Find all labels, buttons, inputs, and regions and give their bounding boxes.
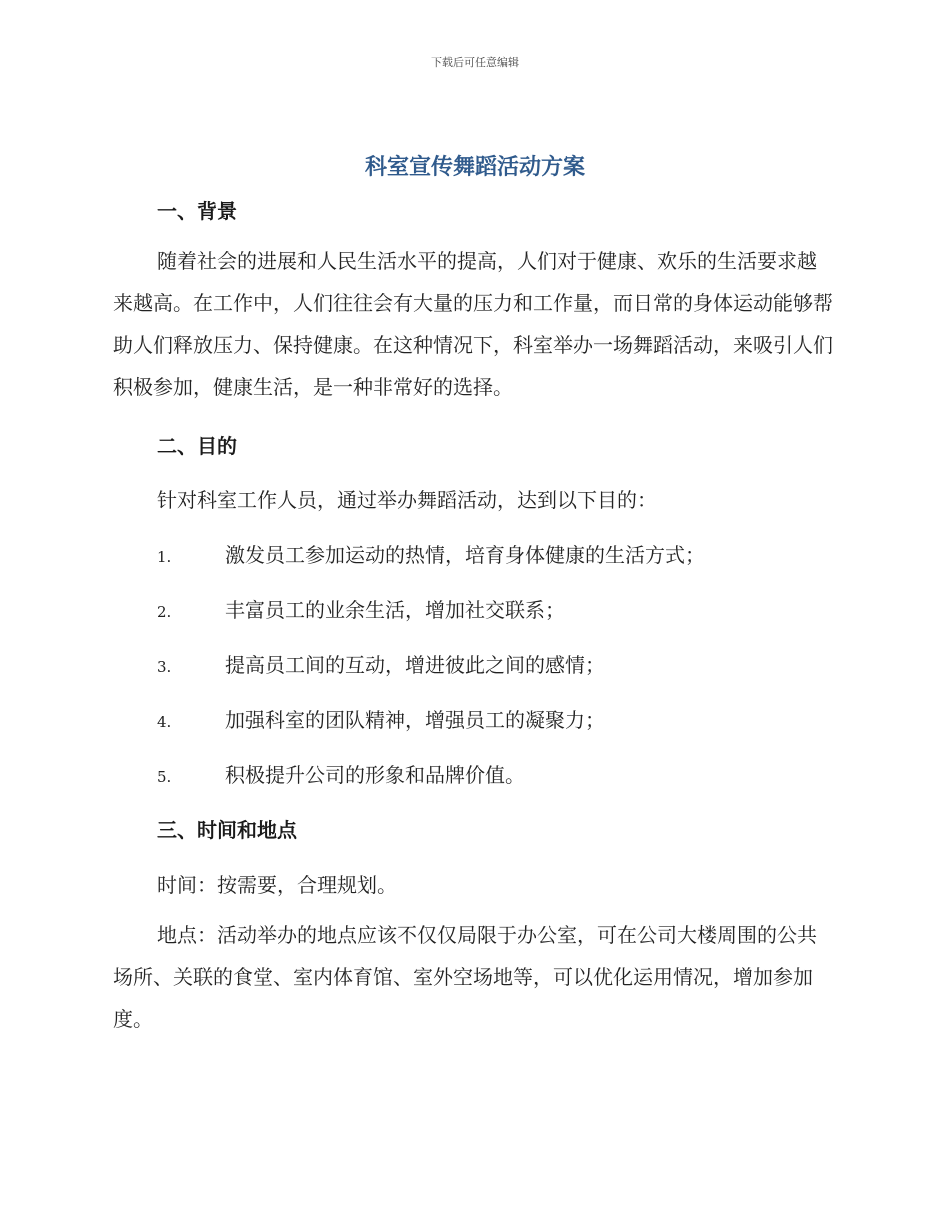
list-text: 加强科室的团队精神，增强员工的凝聚力；	[225, 708, 605, 732]
list-text: 积极提升公司的形象和品牌价值。	[225, 763, 525, 787]
list-number: 5.	[157, 768, 172, 786]
section-heading-background: 一、背景	[157, 199, 237, 223]
place-paragraph: 地点：活动举办的地点应该不仅仅局限于办公室，可在公司大楼周围的公共场所、关联的食堂、室内体育馆、室外空场地等，可以优化运用情况，增加参加度。	[113, 923, 817, 1031]
list-item	[157, 704, 837, 733]
list-number: 2.	[157, 603, 172, 621]
list-item	[157, 539, 837, 568]
document-title: 科室宣传舞蹈活动方案	[364, 155, 585, 180]
list-text: 激发员工参加运动的热情，培育身体健康的生活方式；	[225, 543, 705, 567]
purpose-intro: 针对科室工作人员，通过举办舞蹈活动，达到以下目的：	[157, 488, 657, 512]
list-number: 3.	[157, 658, 172, 676]
section-heading-time-place: 三、时间和地点	[157, 818, 297, 842]
list-item	[157, 594, 837, 623]
header-note: 下载后可任意编辑	[431, 56, 519, 69]
time-line: 时间：按需要，合理规划。	[157, 873, 397, 897]
list-item	[157, 759, 837, 788]
list-text: 丰富员工的业余生活，增加社交联系；	[225, 598, 565, 622]
list-text: 提高员工间的互动，增进彼此之间的感情；	[225, 653, 605, 677]
list-number: 4.	[157, 713, 172, 731]
list-item	[157, 649, 837, 678]
section-heading-purpose: 二、目的	[157, 434, 237, 458]
background-paragraph: 随着社会的进展和人民生活水平的提高，人们对于健康、欢乐的生活要求越来越高。在工作中，人们往往会有大量的压力和工作量，而日常的身体运动能够帮助人们释放压力、保持健康。在这种情况下，科室举办一场舞蹈活动，来吸引人们积极参加，健康生活，是一种非常好的选择。	[113, 249, 833, 399]
list-number: 1.	[157, 548, 172, 566]
